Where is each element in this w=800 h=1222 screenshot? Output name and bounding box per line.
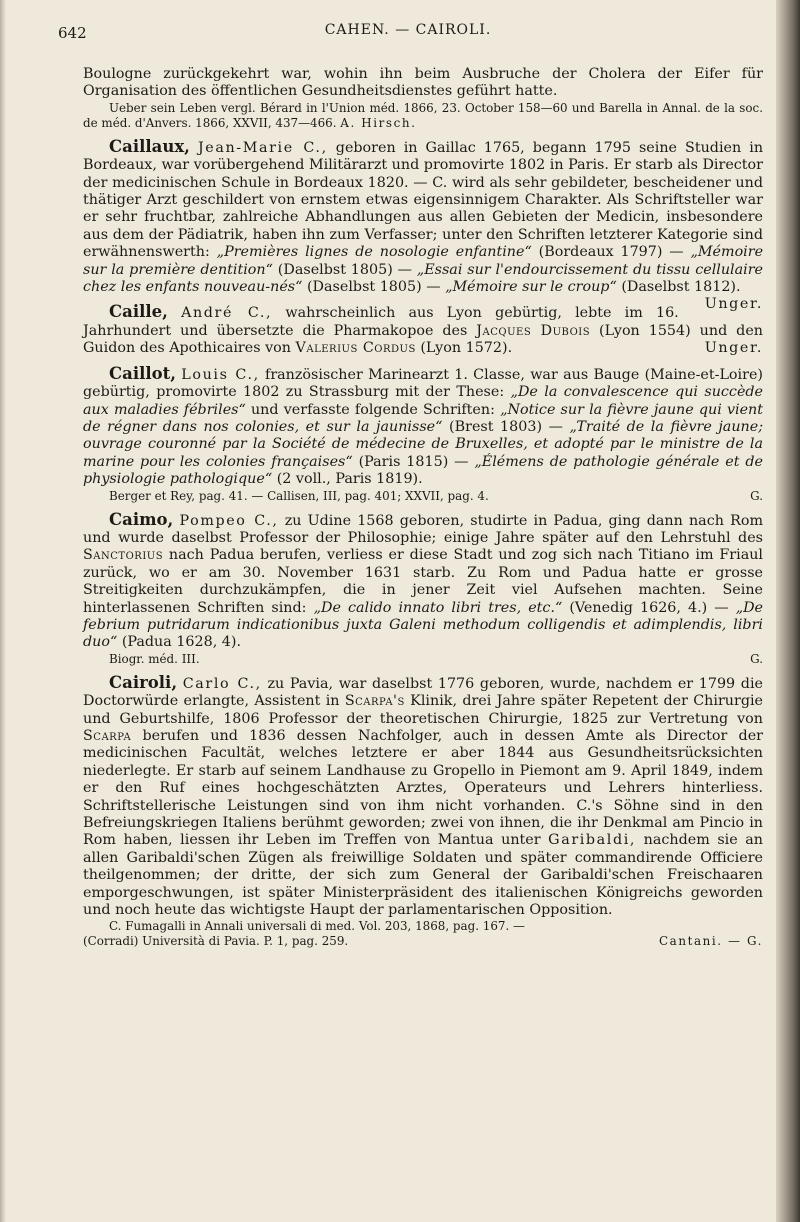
- caimo-title-2: „De febrium putridarum indicationibus juxta Galeni methodum colligendis et adimplendis, libri duo“: [83, 599, 764, 651]
- entry-caimo: [83, 511, 763, 667]
- page-header: [58, 20, 758, 46]
- caimo-references: [83, 652, 763, 667]
- cairoli-author: Cantani. — G.: [658, 934, 763, 949]
- caillot-title-2: „Notice sur la fièvre jaune qui vient de régner dans nos colonies, et sur la jaunisse“: [83, 401, 764, 435]
- caille-body: [83, 303, 763, 357]
- caille-author: Unger.: [704, 340, 763, 357]
- caillaux-title-2: „Mémoire sur la première dentition“: [83, 244, 764, 278]
- caimo-text-1: zu Udine 1568 geboren, studirte in Padua, ging dann nach Rom und wurde daselbst Professor der Philosophie; einige Jahre später auf den Lehrstuhl des: [83, 512, 763, 546]
- cairoli-person-3: Garibaldi,: [548, 832, 637, 849]
- caillot-text-1: französischer Marinearzt 1. Classe, war aus Bauge (Maine-et-Loire) gebürtig, promovirte 1802 zu Strassburg mit der These:: [83, 366, 763, 401]
- page-left-edge: [0, 0, 6, 1222]
- entry-cairoli: [83, 674, 763, 950]
- caillaux-pub-4: (Daselbst 1812).: [621, 279, 741, 296]
- caillaux-title-3: „Essai sur l'endourcissement du tissu cellulaire chez les enfants nouveau-nés“: [83, 261, 764, 296]
- caimo-name: Caimo,: [109, 509, 174, 529]
- cairoli-name: Cairoli,: [109, 672, 178, 692]
- caillaux-title-1: „Premières lignes de nosologie enfantine“: [216, 244, 532, 261]
- page-number: 642: [58, 24, 87, 42]
- cairoli-person-1: Scarpa's: [344, 693, 405, 710]
- cairoli-given: Carlo C.,: [182, 675, 262, 692]
- caillaux-pub-1: (Bordeaux 1797) —: [538, 244, 684, 261]
- caille-text-2: (Lyon 1554) und den Guidon des Apothicaires von: [83, 322, 764, 357]
- caimo-refs-text: Biogr. méd. III.: [109, 651, 200, 666]
- caille-name: Caille,: [109, 302, 168, 322]
- caillaux-author: Unger.: [704, 296, 763, 313]
- caimo-text-2: nach Padua berufen, verliess er diese Stadt und zog sich nach Titiano im Friaul zurück, wo er am 30. November 1631 starb. Zu Rom und Padua hatte er grosse Streitigkeiten durchzukämpfen, die in jener Zeit viel Aufsehen machten. Seine hinterlassenen Schriften sind:: [83, 547, 764, 616]
- caimo-person-1: Sanctorius: [83, 547, 164, 564]
- caillot-refs-text: Berger et Rey, pag. 41. — Callisen, III, pag. 401; XXVII, pag. 4.: [109, 488, 489, 503]
- entry-caille: [83, 303, 763, 357]
- caillaux-name: Caillaux,: [109, 136, 190, 156]
- caillaux-title-4: „Mémoire sur le croup“: [445, 279, 617, 296]
- caimo-body: [83, 511, 763, 652]
- book-spine-shadow: [776, 0, 800, 1222]
- intro-text: Boulogne zurückgekehrt war, wohin ihn beim Ausbruche der Cholera der Eifer für Organisation des öffentlichen Gesundheitsdienstes geführt hatte.: [83, 66, 763, 100]
- caillaux-pub-2: (Daselbst 1805) —: [277, 261, 412, 278]
- caille-person-1: Jacques Dubois: [476, 322, 591, 339]
- running-title: CAHEN. — CAIROLI.: [324, 22, 492, 38]
- intro-references: [83, 101, 763, 131]
- caillot-author: G.: [750, 488, 763, 503]
- caillaux-given: Jean-Marie C.,: [197, 139, 328, 156]
- cairoli-body: [83, 674, 763, 920]
- intro-refs-text: Ueber sein Leben vergl. Bérard in l'Union méd. 1866, 23. October 158—60 und Barella in Annal. de la soc. de méd. d'Anvers. 1866, XXVII, 437—466.: [83, 100, 763, 130]
- cairoli-text-2: Klinik, drei Jahre später Repetent der Chirurgie und Geburtshilfe, 1806 Professor der theoretischen Chirurgie, 1825 zur Vertretung von: [83, 693, 764, 727]
- cairoli-reference-1: C. Fumagalli in Annali universali di med. Vol. 203, 1868, pag. 167. —: [109, 919, 525, 934]
- entry-intro-continuation: [83, 66, 763, 131]
- caillaux-pub-3: (Daselbst 1805) —: [306, 279, 441, 296]
- caillaux-text: geboren in Gaillac 1765, begann 1795 seine Studien in Bordeaux, war vorübergehend Militärarzt und promovirte 1802 in Paris. Er starb als Director der medicinischen Schule in Bordeaux 1820. — C. wird als sehr gebildeter, bescheidener und thätiger Arzt geschildert von ernstem etwas eigensinnigem Charakter. Als Schriftsteller war er sehr fruchtbar, zahlreiche Abhandlungen aus allen Gebieten der Medicin, insbesondere aus dem der Pädiatrik, haben ihn zum Verfasser; unter den Schriften letzterer Kategorie sind erwähnenswerth:: [83, 139, 764, 261]
- caillot-pub-3: (Paris 1815) —: [358, 453, 469, 470]
- text-column: [83, 66, 763, 949]
- caillot-title-1: „De la convalescence qui succède aux maladies fébriles“: [83, 384, 764, 418]
- caillot-pub-2: (Brest 1803) —: [449, 418, 563, 435]
- caillot-body: [83, 365, 763, 489]
- caillot-title-4: „Élémens de pathologie générale et de physiologie pathologique“: [83, 453, 763, 488]
- caillot-references: [83, 489, 763, 504]
- caille-given: André C.,: [181, 305, 273, 322]
- cairoli-text-4: nachdem sie an allen Garibaldi'schen Zügen als freiwillige Soldaten und später commandirende Officiere theilgenommen; der dritte, der sich zum General der Garibaldi'schen Freischaaren emporgeschwungen, ist später Ministerpräsident des italienischen Königreichs geworden und noch heute das wichtigste Haupt der parlamentarischen Opposition.: [83, 832, 764, 919]
- caimo-title-1: „De calido innato libri tres, etc.“: [313, 599, 563, 616]
- intro-author: A. Hirsch.: [340, 115, 417, 130]
- caimo-pub-2: (Padua 1628, 4).: [121, 634, 242, 651]
- caillot-text-2: und verfasste folgende Schriften:: [250, 401, 495, 418]
- caillot-given: Louis C.,: [181, 366, 260, 383]
- cairoli-text-1: zu Pavia, war daselbst 1776 geboren, wurde, nachdem er 1799 die Doctorwürde erlangte, Assistent in: [83, 675, 763, 710]
- caillot-name: Caillot,: [109, 363, 176, 383]
- caimo-pub-1: (Venedig 1626, 4.) —: [569, 599, 729, 616]
- caillot-title-3: „Traité de la fièvre jaune; ouvrage couronné par la Société de médecine de Bruxelles, et adopté par le ministre de la marine pour les colonies françaises“: [83, 418, 764, 470]
- caille-person-2: Valerius Cordus: [295, 340, 416, 357]
- caimo-author: G.: [750, 651, 763, 666]
- caimo-given: Pompeo C.,: [179, 512, 279, 529]
- caille-text-1: wahrscheinlich aus Lyon gebürtig, lebte im 16. Jahrhundert und übersetzte die Pharmakopoe des: [83, 305, 679, 339]
- caille-text-3: (Lyon 1572).: [420, 340, 513, 357]
- entry-caillot: [83, 365, 763, 504]
- cairoli-ref2-text: (Corradi) Università di Pavia. P. 1, pag. 259.: [83, 934, 349, 949]
- cairoli-reference-2: [83, 934, 763, 949]
- cairoli-text-3: berufen und 1836 dessen Nachfolger, auch in dessen Amte als Director der medicinischen Facultät, welches letztere er aber 1844 aus Gesundheitsrücksichten niederlegte. Er starb auf seinem Landhause zu Gropello in Piemont am 9. April 1849, indem er den Ruf eines hochgeschätzten Arztes, Operateurs und Lehrers hinterliess. Schriftstellerische Leistungen sind von ihm nicht vorhanden. C.'s Söhne sind in den Befreiungskriegen Italiens berühmt geworden; zwei von ihnen, die ihr Denkmal am Pincio in Rom haben, liessen ihr Leben im Treffen von Mantua unter: [83, 728, 764, 849]
- cairoli-person-2: Scarpa: [83, 728, 132, 744]
- caillot-pub-4: (2 voll., Paris 1819).: [276, 471, 423, 488]
